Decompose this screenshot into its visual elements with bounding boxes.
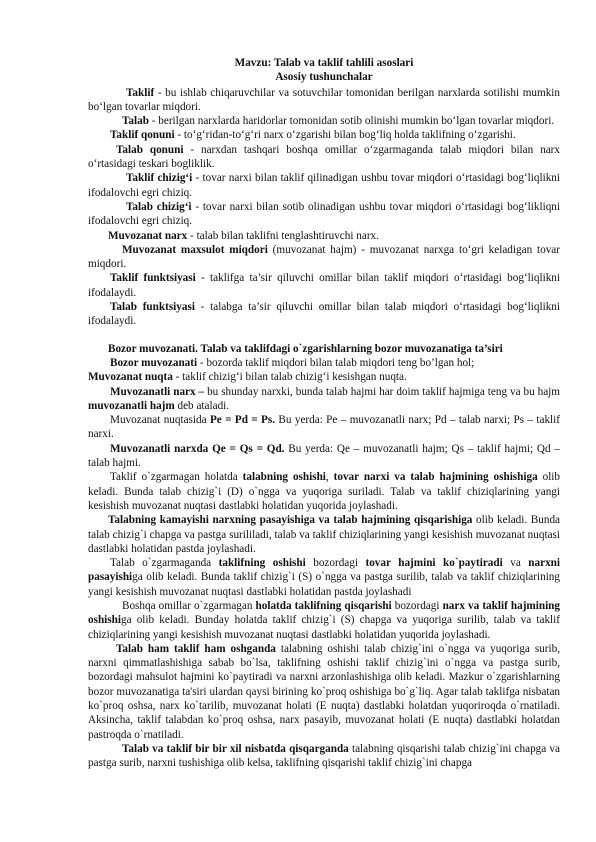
document-page xyxy=(88,56,560,771)
bold-term: Muvozanatli narxda Qe = Qs = Qd. xyxy=(110,442,285,455)
document-subtitle: Asosiy tushunchalar xyxy=(275,71,373,84)
bold-term: Talab ham taklif ham oshganda xyxy=(116,642,276,655)
paragraph xyxy=(88,229,560,243)
paragraph xyxy=(88,342,560,356)
bold-term: Talab qonuni xyxy=(116,143,184,156)
text-run: Bu yerda: Pe – muvozanatli narx; Pd – talab narxi; Ps – taklif narxi. xyxy=(88,414,560,441)
document-body xyxy=(88,86,560,771)
text-run: - tovar narxi bilan taklif qilinadigan ushbu tovar miqdori o‘rtasidagi bog‘liqlikni ifodalovchi egri chiziq. xyxy=(88,172,560,199)
text-run: Bu yerda: Qe – muvozanatli hajm; Qs – taklif hajmi; Qd – talab hajmi. xyxy=(88,442,561,470)
bold-term: Pe = Pd = Ps. xyxy=(209,414,276,427)
text-run: - to‘g‘ridan-to‘g‘ri narx o‘zgarishi bilan bog‘liq holda taklifning o‘zgarishi. xyxy=(174,129,516,142)
paragraph xyxy=(88,742,560,771)
paragraph xyxy=(88,356,560,370)
bold-term: tovar narxi va talab hajmining oshishiga xyxy=(333,471,538,484)
paragraph xyxy=(88,370,560,384)
text-run: - bu ishlab chiqaruvchilar va sotuvchilar tomonidan berilgan narxlarda sotilishi mumkin bo‘lgan tovarlar miqdori. xyxy=(88,86,560,113)
bold-term: Talab funktsiyasi xyxy=(110,301,195,314)
text-run: va xyxy=(502,557,529,570)
text-run: bu shunday narxki, bunda talab hajmi har doim taklif hajmiga teng va bu hajm xyxy=(204,385,560,398)
paragraph xyxy=(88,300,560,329)
bold-term: Bozor muvozanati xyxy=(110,356,198,369)
paragraph xyxy=(88,599,560,642)
paragraph xyxy=(88,556,560,599)
bold-term: Taklif xyxy=(126,86,155,99)
text-run: - narxdan tashqari boshqa omillar o‘zgarmaganda talab miqdori bilan narx o‘rtasidagi teskari bogliklik. xyxy=(88,143,561,171)
bold-term: narxni pasayishi xyxy=(88,557,560,584)
text-run: deb ataladi. xyxy=(174,399,230,412)
text-run: Boshqa omillar o`zgarmagan xyxy=(122,599,256,612)
text-run: - talabga ta’sir qiluvchi omillar bilan talab miqdori o‘rtasidagi bog‘liqlikni ifodalaydi. xyxy=(88,301,560,328)
text-run: talabning qisqarishi talab chizig`ini chapga va pastga surib, narxni tushishiga olib kelsa, taklifning qisqarishi taklif chizig`ini chapga xyxy=(88,742,560,770)
text-run: ga olib keladi. Bunday holatda taklif chizig`i (S) chapga va yuqoriga surilib, talab va taklif chiziqlarining yangi kesishish muvozanat nuqtasi dastlabki holatidan yuqorida joylashadi. xyxy=(88,614,560,641)
bold-term: narx va taklif hajmining oshishi xyxy=(88,599,561,627)
paragraph xyxy=(88,642,560,742)
paragraph-gap xyxy=(88,329,560,342)
bold-term: Talab xyxy=(122,115,149,128)
bold-term: Bozor muvozanati. Talab va taklifdagi o`zgarishlarning bozor muvozanatiga ta’siri xyxy=(108,342,503,355)
paragraph xyxy=(88,243,560,272)
bold-term: muvozanatli hajm xyxy=(88,399,175,412)
bold-term: Muvozanatli narx – xyxy=(110,385,205,398)
text-run: , xyxy=(325,471,334,484)
paragraph xyxy=(88,114,560,128)
text-run: - talab bilan taklifni tenglashtiruvchi narx. xyxy=(187,229,379,242)
text-run: - taklif chizig‘i bilan talab chizig‘i kesishgan nuqta. xyxy=(172,371,407,384)
paragraph xyxy=(88,271,560,300)
text-run: (muvozanat hajm) - muvozanat narxga to‘gri keladigan tovar miqdori. xyxy=(88,243,560,271)
text-run: bozordagi xyxy=(305,557,366,570)
bold-term: Taklif chizig‘i xyxy=(126,172,193,185)
paragraph xyxy=(88,385,560,414)
text-run: - taklifga ta’sir qiluvchi omillar bilan taklif miqdori o‘rtasidagi bog‘liqlikni ifodalaydi. xyxy=(88,272,560,299)
bold-term: taklifning oshishi xyxy=(218,557,306,570)
paragraph xyxy=(88,86,560,115)
paragraph xyxy=(88,442,560,471)
text-run: ga olib keladi. Bunda taklif chizig`i (S) o`ngga va pastga surilib, talab va taklif chiziqlarining yangi kesishish muvozanat nuqtasi dastlabki holatidan pastda joylashadi xyxy=(88,571,560,598)
text-run: Muvozanat nuqtasida xyxy=(110,414,210,427)
text-run: - bozorda taklif miqdori bilan talab miqdori teng bo’lgan hol; xyxy=(197,356,475,369)
bold-term: Talab va taklif bir bir xil nisbatda qisqarganda xyxy=(122,742,349,755)
text-run: Taklif o`zgarmagan holatda xyxy=(110,471,243,484)
paragraph xyxy=(88,413,560,442)
text-run: - tovar narxi bilan sotib olinadigan ushbu tovar miqdori o‘rtasidagi bog‘likliqni ifodalovchi egri chiziq. xyxy=(88,200,560,228)
bold-term: Talab chizig‘i xyxy=(126,200,192,213)
text-run: olib keladi. Bunda talab chizig`i chapga va pastga surililadi, talab va taklif chiziqlarining yangi kesishish muvozanat nuqtasi dastlabki holatidan pastda joylashadi. xyxy=(88,514,561,555)
bold-term: talabning oshishi xyxy=(242,471,326,484)
text-run: talabning oshishi talab chizig`ini o`ngga va yuqoriga surib, narxni qimmatlashishiga sabab bo`lsa, taklifning oshishi taklif chizig`ini o`ngga va pastga surib, bozordagi mahsulot hajmini ko`paytiradi va narxni arzonlashishiga olib keladi. Mazkur o`zgarishlarning bozor muvozanatiga ta'siri ulardan qaysi birining ko`proq oshishiga bo`g`liq. Agar talab taklifga nisbatan ko`proq oshsa, narx ko`tarilib, muvozanat holati (E nuqta) dastlabki holatdan yuqoriroqda o`rnatiladi. Aksincha, taklif talabdan ko`proq oshsa, narx pasayib, muvozanat holati (E nuqta) dastlabki holatdan pastroqda o`rnatiladi. xyxy=(88,642,561,741)
paragraph xyxy=(88,513,560,556)
paragraph xyxy=(88,143,560,172)
text-run: olib keladi. Bunda talab chizig`i (D) o`ngga va yuqoriga suriladi. Talab va taklif chiziqlarining yangi kesishish muvozanat nuqtasi dastlabki holatidan yuqorida joylashadi. xyxy=(88,471,561,512)
bold-term: Muvozanat nuqta xyxy=(88,371,173,384)
bold-term: tovar hajmini ko`paytiradi xyxy=(365,557,503,570)
paragraph xyxy=(88,171,560,200)
text-run: - berilgan narxlarda haridorlar tomonidan sotib olinishi mumkin bo‘lgan tovarlar miqdori. xyxy=(148,115,555,128)
text-run: Talab o`zgarmaganda xyxy=(110,557,219,570)
bold-term: Taklif funktsiyasi xyxy=(110,272,196,285)
paragraph xyxy=(88,128,560,142)
bold-term: Muvozanat maxsulot miqdori xyxy=(122,243,268,256)
bold-term: holatda taklifning qisqarishi xyxy=(255,599,392,612)
bold-term: Muvozanat narx xyxy=(108,229,188,242)
paragraph xyxy=(88,470,560,513)
document-title: Mavzu: Talab va taklif tahlili asoslari xyxy=(234,57,414,69)
paragraph xyxy=(88,200,560,229)
bold-term: Talabning kamayishi narxning pasayishiga va talab hajmining qisqarishiga xyxy=(108,514,473,527)
bold-term: Taklif qonuni xyxy=(110,129,175,142)
text-run: bozordagi xyxy=(391,599,443,612)
